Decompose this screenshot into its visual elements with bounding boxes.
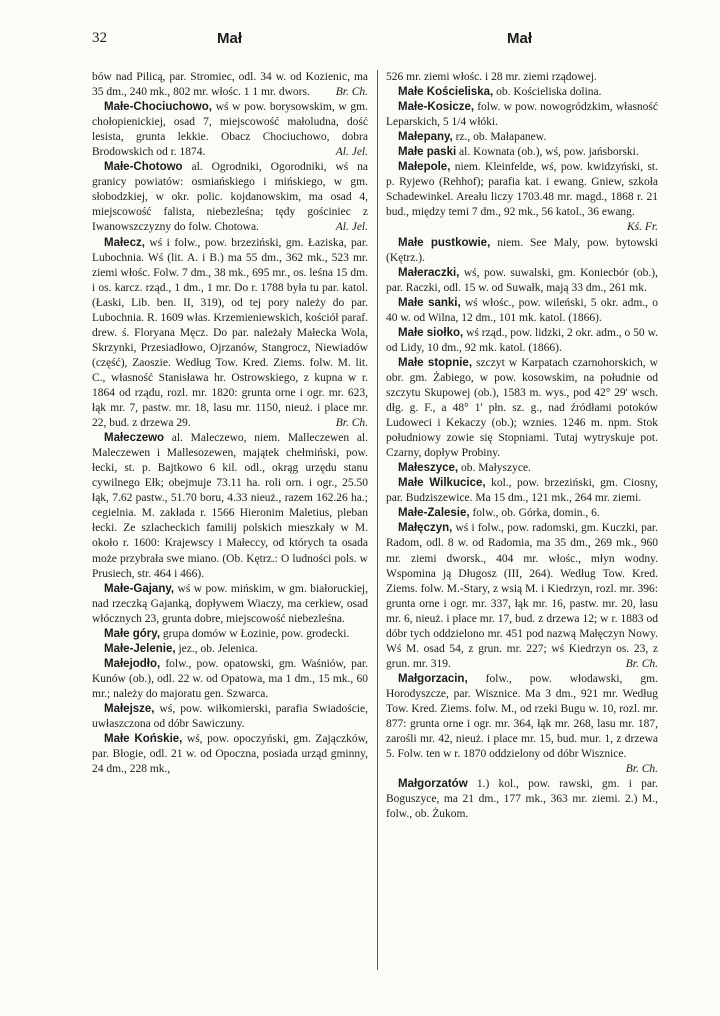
entry-body: niem. See Maly, pow. bytowski (Kętrz.). xyxy=(386,236,658,264)
dictionary-entry xyxy=(386,100,658,130)
dictionary-entry xyxy=(92,431,368,581)
dictionary-entry xyxy=(92,100,368,160)
entry-body: folw., pow. opatowski, gm. Waśniów, par. Kunów (ob.), odl. 22 w. od Opatowa, ma 1 dm., 15 mk., 60 mr.; należy do majoratu gen. Szwarca. xyxy=(92,657,368,700)
entry-headword: Małe-Chociuchowo, xyxy=(104,101,212,114)
dictionary-entry xyxy=(92,657,368,702)
entry-headword: Małe Końskie, xyxy=(104,733,183,746)
entry-headword: Małe stopnie, xyxy=(398,356,473,369)
entry-body: wś, pow. suwalski, gm. Koniecbór (ob.), par. Raczki, odl. 15 w. od Suwałk, mają 33 dm., 261 mk. xyxy=(386,266,658,294)
dictionary-entry xyxy=(386,130,658,145)
entry-body: 526 mr. ziemi włośc. i 28 mr. ziemi rządowej. xyxy=(386,71,597,83)
entry-body: folw., ob. Górka, domin., 6. xyxy=(469,507,600,520)
dictionary-entry xyxy=(92,582,368,627)
entry-body: grupa domów w Łozinie, pow. grodecki. xyxy=(160,627,350,640)
entry-body: wś i folw., pow. brzeziński, gm. Łaziska, par. Lubochnia. Wś (lit. A. i B.) ma 55 dm., 362 mk., 523 mr. ziemi włośc. Folw. 7 dm., 38 mk., 695 mr., os. leśna 15 dm. i os. karcz. rząd., 1 dm., 1 mr. Do r. 1788 była tu par. katol. (Łaski, Lib. ben. II, 319), od tej pory należy do par. Lubochnia. R. 1609 włas. Krzemieniewskich, kościół paraf. drew. ś. Floryana Męcz. Do par. należały Małecka Wola, Skrzynki, Przesiadłowo, Ojrzanów, Stangrocz, Niewiadów (część), Zaoszie. Według Tow. Kred. Ziems. folw. M. lit. C., własność Stanisława hr. Ostrowskiego, z kupna w r. 1864 od rządu, rozl. mr. 1820: grunta orne i ogr. mr. 623, łąk mr. 7, pastw. mr. 18, lasu mr. 1150, nieuż. i place mr. 22, bud. z drzewa 29. xyxy=(92,236,368,430)
entry-headword: Małeczewo xyxy=(104,432,165,445)
entry-headword: Małejsze, xyxy=(104,702,155,715)
entry-headword: Małepole, xyxy=(398,161,451,174)
dictionary-entry xyxy=(92,642,368,657)
entry-headword: Małe Kościeliska, xyxy=(398,86,494,99)
entry-body: folw., pow. włodawski, gm. Horodyszcze, par. Wisznice. Ma 3 dm., 921 mr. Według Tow. Kred. Ziems. folw. M., od rzeki Bugu w. 10, rozl. mr. 877: grunta orne i ogr. mr. 364, łąk mr. 268, lasu mr. 187, zarośli mr. 42, nieuż. i place mr. 15, bud. mur. 1, z drzewa 5. Folw. ten w r. 1870 oddzielony od dóbr Wisznice. xyxy=(386,672,658,761)
entry-body: wś, pow. opoczyński, gm. Zajączków, par. Błogie, odl. 21 w. od Opoczna, posiada urząd gminny, 24 dm., 228 mk., xyxy=(92,733,368,776)
dictionary-entry xyxy=(386,266,658,296)
entry-headword: Małęczyn, xyxy=(398,522,453,535)
entry-body: wś, pow. wiłkomierski, parafia Swiadoście, uwłaszczona od dóbr Sawiczuny. xyxy=(92,702,368,731)
entry-headword: Małe siołko, xyxy=(398,326,464,339)
entry-author: Al. Jel. xyxy=(335,146,368,159)
entry-headword: Małe paski xyxy=(398,146,457,159)
entry-body: al. Kownata (ob.), wś, pow. jańsborski. xyxy=(456,146,639,159)
entry-author: Al. Jel. xyxy=(335,221,368,234)
dictionary-entry xyxy=(92,702,368,732)
entry-headword: Małeszyce, xyxy=(398,462,459,475)
dictionary-entry xyxy=(386,145,658,160)
entry-headword: Małe góry, xyxy=(104,627,161,640)
entry-headword: Małe-Zalesie, xyxy=(398,507,470,520)
entry-headword: Małe-Jelenie, xyxy=(104,642,176,655)
entry-body: kol., pow. brzeziński, gm. Ciosny, par. Budziszewice. Ma 15 dm., 121 mk., 264 mr. ziemi. xyxy=(386,477,658,505)
entry-body: wś w pow. borysowskim, w gm. chołopienickiej, osad 7, miejscowość małoludna, dość lesista, grunta lekkie. Obacz Chociuchowo, dobra Brodowskich od r. 1874. xyxy=(92,101,368,159)
entry-body: al. Maleczewo, niem. Malleczewen al. Maleczewen i Mallesozewen, majątek chełmiński, pow. łecki, st. p. Bajtkowo 6 kil. odl., okrąg urzędu stanu cywilnego Ełk; obejmuje 73.11 ha. roli orn. i ogr., 25.50 łąk, 7.62 pastw., 51.70 boru, 4.33 nieuż., razem 162.26 ha.; cegielnia. M. zakłada r. 1566 Hieronim Maletius, pleban łecki. Ze szlacheckich familij polskich mieszkały w M. około r. 1600: Krajewscy i Małeccy, od których ta osada może przybrała swe miano. (Ob. Kętrz.: O ludności pols. w Prusiech, str. 464 i 466). xyxy=(92,432,368,580)
entry-body: jez., ob. Jelenica. xyxy=(175,642,258,655)
entry-body: wś włośc., pow. wileński, 5 okr. adm., o 40 w. od Wilna, 12 dm., 101 mk. katol. (1866). xyxy=(386,296,658,324)
entry-body: wś i folw., pow. radomski, gm. Kuczki, par. Radom, odl. 8 w. od Radomia, ma 35 dm., 269 mk., 960 mr. ziemi dworsk., 404 mr. włośc., młyn wodny. Wspomina ją Długosz (III, 264). Według Tow. Kred. Ziems. folw. M.-Stary, z wsią M. i Kiedrzyn, rozl. mr. 396: grunta orne i ogr. mr. 337, łąk mr. 16, pastw. mr. 20, lasu mr. 6, nieuż. i place mr. 17, bud. z drzewa 12; w r. 1883 od dóbr tych oddzielono mr. 451 pod nazwą Małęczyn Nowy. Wś M. osad 54, z grun. mr. 227; wś Kiedrzyn os. 23, z grun. mr. 319. xyxy=(386,522,658,670)
left-column xyxy=(92,70,368,975)
entry-body: ob. Kościeliska dolina. xyxy=(493,86,602,99)
dictionary-entry xyxy=(386,70,658,85)
entry-body: niem. Kleinfelde, wś, pow. kwidzyński, st. p. Ryjewo (Rehhof); parafia kat. i ewang. Gniew, szkoła Schadewinkel. Areału liczy 1703.48 mr. magd., 1868 r. 21 bud., między temi 7 dm., 92 mk., 56 katol., 36 ewang. xyxy=(386,161,658,219)
dictionary-entry xyxy=(92,160,368,235)
entry-body: al. Ogrodniki, Ogorodniki, wś na granicy powiatów: osmiańskiego i mińskiego, w gm. słobodzkiej, w okr. polic. kojdanowskim, ma osad 4, miejscowość falista, niebezleśna; tędy gościniec z Iwanowszczyzny do folw. Chotowa. xyxy=(92,161,368,234)
entry-author: Br. Ch. xyxy=(625,657,658,670)
dictionary-entry xyxy=(386,461,658,476)
dictionary-entry xyxy=(386,85,658,100)
dictionary-entry xyxy=(386,521,658,671)
dictionary-entry xyxy=(386,296,658,326)
dictionary-entry xyxy=(92,70,368,100)
right-column xyxy=(386,70,658,975)
entry-body: ob. Małyszyce. xyxy=(458,462,531,475)
entry-body: rz., ob. Małapanew. xyxy=(452,131,547,144)
page-header xyxy=(92,30,652,50)
dictionary-entry xyxy=(92,236,368,432)
entry-body: wś w pow. mińskim, w gm. białoruckiej, nad rzeczką Gajanką, dopływem Wiaczy, ma cerkiew, osad włócznych 23, grunta dobre, miejscowość niebezleśna. xyxy=(92,582,368,625)
entry-headword: Małe-Kosicze, xyxy=(398,101,475,114)
column-divider xyxy=(377,70,378,970)
dictionary-entry xyxy=(386,506,658,521)
entry-author: Br. Ch. xyxy=(625,763,658,776)
dictionary-entry xyxy=(386,672,658,777)
entry-headword: Małepany, xyxy=(398,131,453,144)
entry-body: szczyt w Karpatach czarnohorskich, w obr. gm. Żabiego, w pow. kosowskim, na południe od szczytu Skupowej (ob.), 1583 m. wys., pod 42° 29' wsch. dłg. g. F., a 48° 1' płn. sz. g., nad źródłami potoków Ludoweci i Kekaczy (ob.); wznies. 1246 m. npm. Stok południowy zowie się Stopniami. Tutaj wytryskuje pot. Czarny, dopływ Probiny. xyxy=(386,356,658,460)
dictionary-entry xyxy=(386,236,658,266)
dictionary-entry xyxy=(386,777,658,822)
page-number: 32 xyxy=(92,30,107,46)
dictionary-entry xyxy=(386,160,658,235)
entry-headword: Małecz, xyxy=(104,236,145,249)
dictionary-entry xyxy=(386,326,658,356)
dictionary-entry xyxy=(92,732,368,777)
entry-headword: Małe Wilkucice, xyxy=(398,477,486,490)
entry-author: Br. Ch. xyxy=(335,86,368,99)
entry-body: wś rząd., pow. lidzki, 2 okr. adm., o 50 w. od Lidy, 10 dm., 92 mk. katol. (1866). xyxy=(386,326,658,354)
entry-author: Kś. Fr. xyxy=(627,221,658,234)
entry-headword: Małe-Gajany, xyxy=(104,582,175,595)
entry-headword: Małejodło, xyxy=(104,657,161,670)
dictionary-entry xyxy=(92,627,368,642)
dictionary-entry xyxy=(386,476,658,506)
entry-author: Br. Ch. xyxy=(335,417,368,430)
entry-headword: Małe pustkowie, xyxy=(398,236,491,249)
entry-headword: Małgorzacin, xyxy=(398,672,468,685)
running-head-left: Mał xyxy=(217,30,243,47)
entry-headword: Małgorzatów xyxy=(398,778,468,791)
entry-body: bów nad Pilicą, par. Stromiec, odl. 34 w. od Kozienic, ma 35 dm., 240 mk., 802 mr. włośc. 1 1 mr. dwors. xyxy=(92,71,368,99)
entry-body: folw. w pow. nowogródzkim, własność Leparskich, 5 1/4 włóki. xyxy=(386,101,658,129)
entry-headword: Małeraczki, xyxy=(398,266,460,279)
entry-headword: Małe sanki, xyxy=(398,296,461,309)
dictionary-entry xyxy=(386,356,658,461)
running-head-right: Mał xyxy=(507,30,533,47)
entry-headword: Małe-Chotowo xyxy=(104,161,183,174)
entry-body: 1.) kol., pow. rawski, gm. i par. Boguszyce, ma 21 dm., 177 mk., 363 mr. ziemi. 2.) M., folw., ob. Żukom. xyxy=(386,778,658,821)
